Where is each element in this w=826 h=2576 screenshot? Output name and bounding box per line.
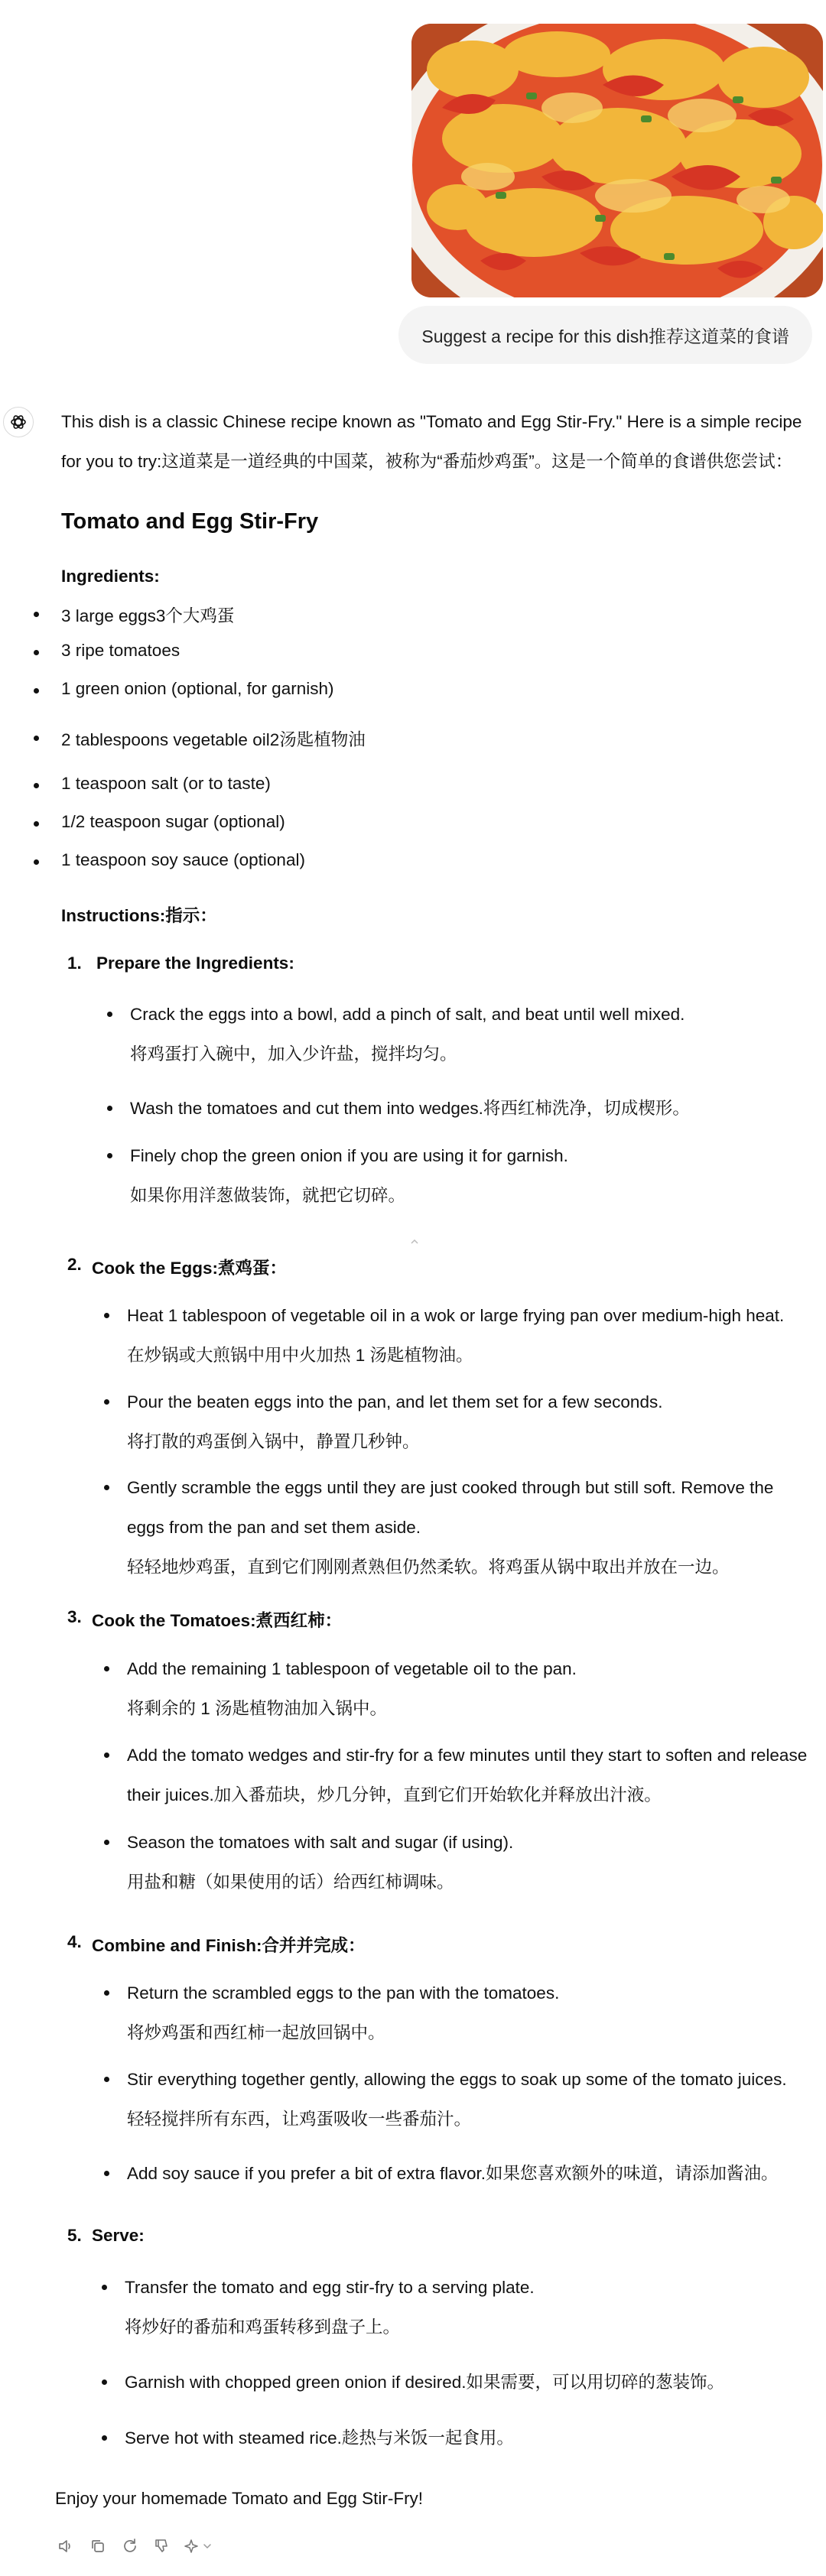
instructions-label: Instructions:指示： — [61, 906, 217, 925]
bullet-text-zh: 用盐和糖（如果使用的话）给西红柿调味。 — [127, 1873, 454, 1892]
ingredient-item: 1 teaspoon salt (or to taste) — [61, 774, 271, 793]
bullet-text-zh: 将剩余的 1 汤匙植物油加入锅中。 — [127, 1699, 388, 1718]
user-message-text: Suggest a recipe for this dish推荐这道菜的食谱 — [421, 326, 789, 346]
bullet-text-zh: 轻轻地炒鸡蛋，直到它们刚刚煮熟但仍然柔软。将鸡蛋从锅中取出并放在一边。 — [127, 1558, 730, 1577]
dish-photo — [411, 24, 823, 297]
recipe-title: Tomato and Egg Stir-Fry — [61, 509, 319, 534]
instruction-bullet — [127, 1382, 808, 1462]
thumbs-down-icon — [153, 2537, 171, 2555]
bullet-text-en: Stir everything together gently, allowing the eggs to soak up some of the tomato juices. — [127, 2070, 787, 2089]
bullet-text-en: Gently scramble the eggs until they are just cooked through but still soft. Remove the eggs from the pan and set them aside. — [127, 1478, 774, 1537]
regenerate-icon — [121, 2537, 139, 2555]
ingredient-item: 1/2 teaspoon sugar (optional) — [61, 812, 285, 831]
copy-button[interactable] — [86, 2534, 110, 2558]
instruction-bullet — [125, 2363, 805, 2402]
bullet-text-en: Add the tomato wedges and stir-fry for a few minutes until they start to soften and release their juices.加入番茄块，炒几分钟，直到它们开始软化并释放出汁液。 — [127, 1746, 808, 1804]
model-switch-button[interactable] — [182, 2534, 216, 2558]
step-title: Serve: — [92, 2226, 145, 2245]
instruction-bullet — [127, 1736, 808, 1815]
instruction-bullet — [127, 2154, 808, 2194]
ingredient-item: 1 green onion (optional, for garnish) — [61, 679, 334, 698]
openai-logo-icon — [8, 412, 28, 432]
instruction-bullet — [125, 2418, 805, 2458]
bullet-text-en: Crack the eggs into a bowl, add a pinch of salt, and beat until well mixed. — [130, 1005, 685, 1024]
bullet-text-zh: 将鸡蛋打入碗中，加入少许盐，搅拌均匀。 — [130, 1044, 457, 1064]
user-message-bubble — [398, 306, 812, 364]
bullet-text-en: Heat 1 tablespoon of vegetable oil in a wok or large frying pan over medium-high heat. — [127, 1306, 785, 1325]
bullet-text-zh: 如果你用洋葱做装饰，就把它切碎。 — [130, 1186, 406, 1205]
bullet-text-en: Wash the tomatoes and cut them into wedges.将西红柿洗净，切成楔形。 — [130, 1099, 690, 1118]
step-number: 2. — [67, 1255, 82, 1274]
speaker-icon — [57, 2537, 75, 2555]
step-number: 1. — [67, 953, 82, 973]
instruction-bullet — [130, 1136, 803, 1216]
bullet-text-zh: 将炒鸡蛋和西红柿一起放回锅中。 — [127, 2023, 385, 2042]
bullet-text-en: Serve hot with steamed rice.趁热与米饭一起食用。 — [125, 2428, 514, 2448]
instruction-bullet — [125, 2268, 805, 2347]
bullet-text-en: Return the scrambled eggs to the pan with the tomatoes. — [127, 1983, 560, 2003]
instruction-bullet — [127, 1973, 808, 2053]
bullet-text-zh: 轻轻搅拌所有东西，让鸡蛋吸收一些番茄汁。 — [127, 2110, 472, 2129]
step-number: 5. — [67, 2226, 82, 2245]
bullet-text-zh: 将炒好的番茄和鸡蛋转移到盘子上。 — [125, 2318, 401, 2337]
bullet-text-en: Pour the beaten eggs into the pan, and let them set for a few seconds. — [127, 1392, 663, 1411]
instruction-bullet — [127, 1468, 808, 1587]
step-title: Cook the Tomatoes:煮西红柿： — [92, 1611, 343, 1630]
instruction-bullet — [127, 1296, 808, 1376]
ingredient-item: 2 tablespoons vegetable oil2汤匙植物油 — [61, 726, 366, 751]
bullet-text-zh: 将打散的鸡蛋倒入锅中，静置几秒钟。 — [127, 1432, 420, 1451]
instruction-bullet — [127, 1823, 808, 1902]
ingredient-item: 1 teaspoon soy sauce (optional) — [61, 850, 305, 869]
assistant-intro: This dish is a classic Chinese recipe known as "Tomato and Egg Stir-Fry." Here is a simple recipe for you to try:这道菜是一道经典的中国菜，被称为“番茄炒鸡蛋”。这是一个简单的食谱供您尝试： — [61, 412, 802, 471]
closing-text: Enjoy your homemade Tomato and Egg Stir-Fry! — [55, 2489, 424, 2508]
instruction-bullet — [127, 1649, 808, 1729]
bullet-text-zh: 在炒锅或大煎锅中用中火加热 1 汤匙植物油。 — [127, 1346, 473, 1365]
instruction-bullet — [130, 995, 803, 1074]
chevron-up-icon — [410, 1239, 419, 1245]
ingredients-label: Ingredients: — [61, 567, 160, 586]
model-switch-icon — [184, 2537, 214, 2555]
bullet-text-en: Season the tomatoes with salt and sugar (if using). — [127, 1833, 514, 1852]
instruction-bullet — [127, 2060, 808, 2139]
read-aloud-button[interactable] — [54, 2534, 78, 2558]
bullet-text-en: Finely chop the green onion if you are using it for garnish. — [130, 1146, 568, 1165]
regenerate-button[interactable] — [118, 2534, 142, 2558]
step-number: 3. — [67, 1607, 82, 1626]
copy-icon — [89, 2537, 107, 2555]
bullet-text-en: Transfer the tomato and egg stir-fry to a serving plate. — [125, 2278, 535, 2297]
step-title: Prepare the Ingredients: — [96, 953, 294, 973]
ingredient-item: 3 ripe tomatoes — [61, 641, 180, 660]
bullet-text-en: Garnish with chopped green onion if desired.如果需要，可以用切碎的葱装饰。 — [125, 2373, 725, 2392]
bad-response-button[interactable] — [150, 2534, 174, 2558]
bullet-text-en: Add soy sauce if you prefer a bit of extra flavor.如果您喜欢额外的味道，请添加酱油。 — [127, 2164, 779, 2183]
step-title: Cook the Eggs:煮鸡蛋： — [92, 1259, 288, 1278]
step-title: Combine and Finish:合并并完成： — [92, 1936, 366, 1955]
message-actions — [54, 2532, 216, 2560]
bullet-text-en: Add the remaining 1 tablespoon of vegetable oil to the pan. — [127, 1659, 577, 1678]
ingredient-item: 3 large eggs3个大鸡蛋 — [61, 603, 234, 627]
instruction-bullet — [130, 1089, 803, 1129]
uploaded-dish-image[interactable] — [411, 24, 823, 297]
assistant-avatar — [3, 407, 34, 437]
step-number: 4. — [67, 1932, 82, 1951]
